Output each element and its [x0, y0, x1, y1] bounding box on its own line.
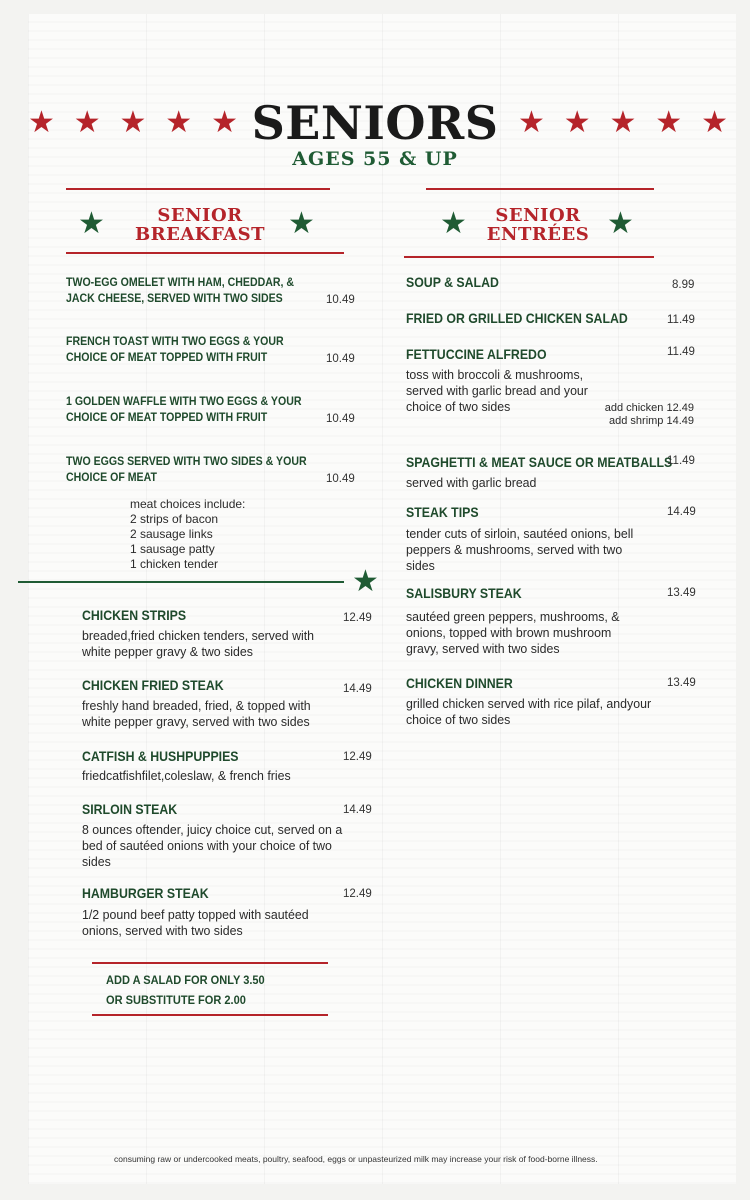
red-star-icon: ★: [119, 106, 147, 139]
entrees-top-rule: [426, 188, 654, 190]
meat-choice-option: 2 sausage links: [130, 527, 213, 541]
breakfast-heading: [110, 206, 290, 244]
lunch-divider-rule: [18, 581, 344, 583]
meat-choices-heading: meat choices include:: [130, 497, 246, 511]
salad-note-line2: OR SUBSTITUTE FOR 2.00: [106, 993, 246, 1007]
lunch-item-desc: breaded,fried chicken tenders, served with white pepper gravy & two sides: [82, 628, 315, 659]
breakfast-bottom-rule: [66, 252, 344, 254]
red-star-icon: ★: [165, 106, 193, 139]
breakfast-item-price: 10.49: [326, 473, 355, 485]
entree-item-desc: grilled chicken served with rice pilaf, andyour choice of two sides: [406, 696, 652, 727]
meat-choice-option: 2 strips of bacon: [130, 512, 219, 526]
entrees-heading: [468, 206, 608, 244]
addon-chicken: add chicken 12.49: [604, 402, 694, 414]
entree-item-name: CHICKEN DINNER: [406, 675, 513, 691]
page-subtitle: AGES 55 & UP: [292, 148, 458, 170]
meat-choice-option: 1 chicken tender: [130, 557, 219, 571]
lunch-item-desc: 8 ounces oftender, juicy choice cut, served on a bed of sautéed onions with your choice of two sides: [82, 822, 343, 869]
lunch-item-name: CHICKEN STRIPS: [82, 607, 187, 623]
breakfast-heading-line1: SENIOR: [157, 205, 243, 226]
entrees-heading-line2: ENTRÉES: [486, 224, 590, 245]
breakfast-item-price: 10.49: [326, 294, 355, 306]
entree-item-price: 13.49: [667, 587, 696, 599]
red-star-icon: ★: [609, 106, 637, 139]
breakfast-item-name: FRENCH TOAST WITH TWO EGGS & YOUR CHOICE OF MEAT TOPPED WITH FRUIT: [66, 336, 284, 364]
lunch-item-price: 12.49: [343, 888, 372, 900]
green-star-icon: ★: [352, 565, 379, 598]
lunch-item-name: SIRLOIN STEAK: [82, 801, 178, 817]
breakfast-item-name: 1 GOLDEN WAFFLE WITH TWO EGGS & YOUR CHOICE OF MEAT TOPPED WITH FRUIT: [66, 396, 302, 424]
entree-item-price: 14.49: [667, 506, 696, 518]
breakfast-heading-line2: BREAKFAST: [134, 224, 266, 245]
entree-item-price: 11.49: [667, 314, 695, 326]
breakfast-item-name: TWO EGGS SERVED WITH TWO SIDES & YOUR CHOICE OF MEAT: [66, 456, 307, 484]
breakfast-item-price: 10.49: [326, 413, 355, 425]
entree-item-name: SALISBURY STEAK: [406, 585, 522, 601]
lunch-item-name: CHICKEN FRIED STEAK: [82, 677, 224, 693]
note-top-rule: [92, 962, 328, 964]
red-star-icon: ★: [73, 106, 101, 139]
entree-item-price: 11.49: [667, 455, 695, 467]
lunch-item-price: 12.49: [343, 612, 372, 624]
lunch-item-name: CATFISH & HUSHPUPPIES: [82, 748, 239, 764]
green-star-icon: ★: [607, 207, 634, 240]
lunch-item-price: 14.49: [343, 683, 372, 695]
red-star-icon: ★: [563, 106, 591, 139]
green-star-icon: ★: [78, 207, 105, 240]
green-star-icon: ★: [440, 207, 467, 240]
left-star-row: [28, 108, 238, 138]
page-title: SENIORS: [251, 96, 499, 150]
lunch-item-desc: freshly hand breaded, fried, & topped with white pepper gravy, served with two sides: [82, 698, 311, 729]
red-star-icon: ★: [518, 106, 545, 139]
lunch-item-desc: 1/2 pound beef patty topped with sautéed onions, served with two sides: [82, 907, 309, 938]
entree-item-name: FRIED OR GRILLED CHICKEN SALAD: [406, 310, 628, 326]
breakfast-top-rule: [66, 188, 330, 190]
salad-note: [106, 970, 265, 1010]
entrees-heading-line1: SENIOR: [495, 205, 581, 226]
entree-item-price: 8.99: [672, 279, 695, 291]
entree-item-name: SPAGHETTI & MEAT SAUCE OR MEATBALLS: [406, 454, 673, 470]
red-star-icon: ★: [28, 106, 55, 139]
entrees-bottom-rule: [404, 256, 654, 258]
entree-item-price: 11.49: [667, 346, 695, 358]
entree-item-name: STEAK TIPS: [406, 504, 479, 520]
lunch-item-desc: friedcatfishfilet,coleslaw, & french fries: [82, 768, 291, 783]
lunch-item-name: HAMBURGER STEAK: [82, 885, 209, 901]
red-star-icon: ★: [655, 106, 683, 139]
entree-item-desc: served with garlic bread: [406, 475, 537, 490]
entree-item-price: 13.49: [667, 677, 696, 689]
entree-item-desc: sautéed green peppers, mushrooms, & onions, topped with brown mushroom gravy, served with two sides: [406, 609, 620, 656]
food-safety-disclaimer: consuming raw or undercooked meats, poultry, seafood, eggs or unpasteurized milk may increase your risk of food-borne illness.: [114, 1154, 598, 1164]
entree-item-desc: toss with broccoli & mushrooms, served with garlic bread and your choice of two sides: [406, 367, 588, 414]
note-bottom-rule: [92, 1014, 328, 1016]
right-star-row: [518, 108, 728, 138]
entree-item-name: SOUP & SALAD: [406, 274, 499, 290]
fettuccine-addons: [574, 402, 694, 428]
entree-item-desc: tender cuts of sirloin, sautéed onions, bell peppers & mushrooms, served with two sides: [406, 526, 634, 573]
lunch-item-price: 12.49: [343, 751, 372, 763]
entree-item-name: FETTUCCINE ALFREDO: [406, 346, 547, 362]
lunch-item-price: 14.49: [343, 804, 372, 816]
addon-shrimp: add shrimp 14.49: [609, 415, 694, 427]
meat-choices-list: [130, 497, 245, 572]
red-star-icon: ★: [211, 106, 238, 139]
salad-note-line1: ADD A SALAD FOR ONLY 3.50: [106, 973, 265, 987]
breakfast-item-price: 10.49: [326, 353, 355, 365]
meat-choice-option: 1 sausage patty: [130, 542, 215, 556]
breakfast-item-name: TWO-EGG OMELET WITH HAM, CHEDDAR, & JACK CHEESE, SERVED WITH TWO SIDES: [66, 277, 295, 305]
green-star-icon: ★: [288, 207, 315, 240]
red-star-icon: ★: [701, 106, 728, 139]
